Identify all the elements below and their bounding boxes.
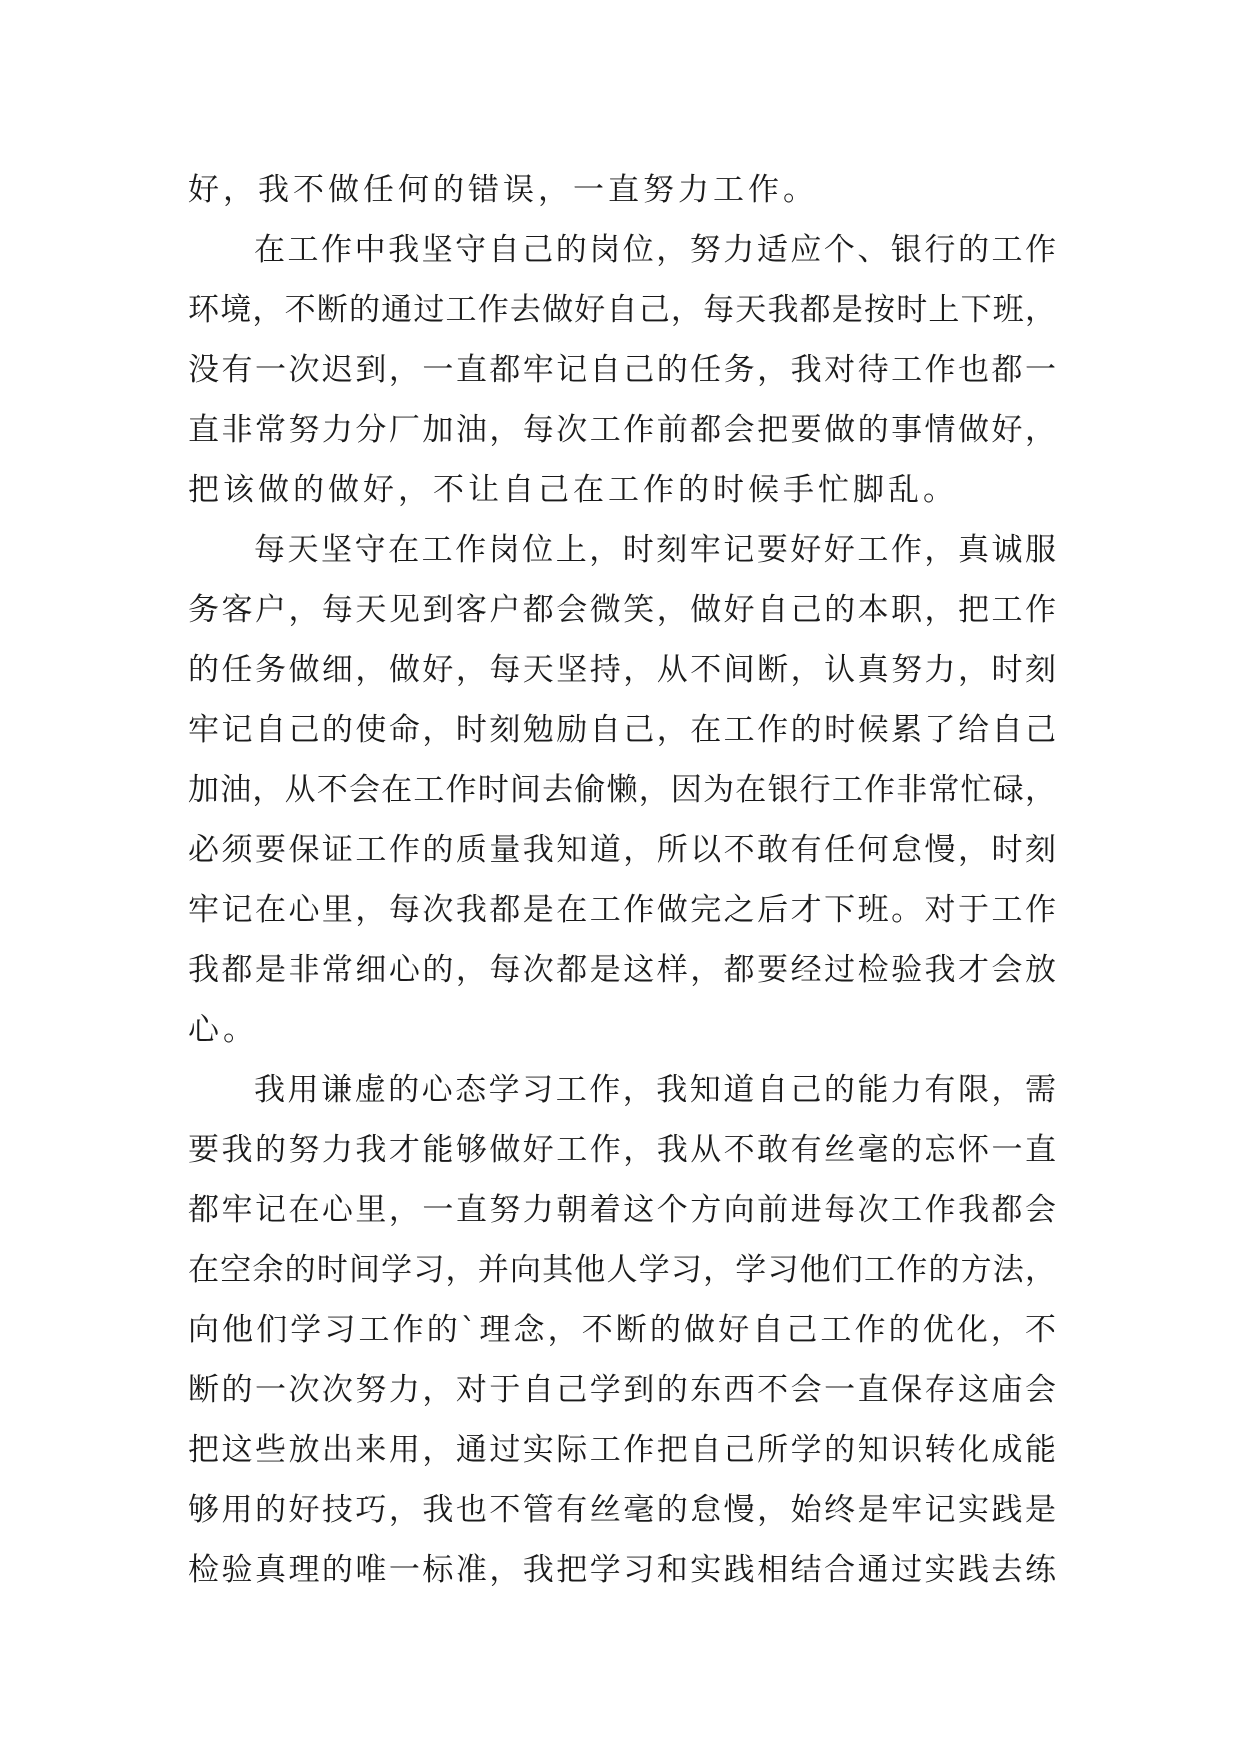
- text-line: 的任务做细，做好，每天坚持，从不间断，认真努力，时刻: [188, 652, 1056, 688]
- text-line: 断的一次次努力，对于自己学到的东西不会一直保存这庙会: [188, 1372, 1056, 1408]
- text-line: 环境，不断的通过工作去做好自己，每天我都是按时上下班，: [188, 292, 1056, 328]
- text-line: 加油，从不会在工作时间去偷懒，因为在银行工作非常忙碌，: [188, 772, 1056, 808]
- text-line: 把这些放出来用，通过实际工作把自己所学的知识转化成能: [188, 1432, 1056, 1468]
- text-line: 我用谦虚的心态学习工作，我知道自己的能力有限，需: [254, 1072, 1056, 1108]
- text-line: 必须要保证工作的质量我知道，所以不敢有任何怠慢，时刻: [188, 832, 1056, 868]
- text-line: 每天坚守在工作岗位上，时刻牢记要好好工作，真诚服: [254, 532, 1056, 568]
- text-line: 都牢记在心里，一直努力朝着这个方向前进每次工作我都会: [188, 1192, 1056, 1228]
- text-line: 要我的努力我才能够做好工作，我从不敢有丝毫的忘怀一直: [188, 1132, 1056, 1168]
- text-line: 检验真理的唯一标准，我把学习和实践相结合通过实践去练: [188, 1552, 1056, 1588]
- text-line: 直非常努力分厂加油，每次工作前都会把要做的事情做好，: [188, 412, 1056, 448]
- text-line: 牢记在心里，每次我都是在工作做完之后才下班。对于工作: [188, 892, 1056, 928]
- text-line: 好，我不做任何的错误，一直努力工作。: [188, 172, 818, 208]
- text-line: 务客户，每天见到客户都会微笑，做好自己的本职，把工作: [188, 592, 1056, 628]
- text-line: 在空余的时间学习，并向其他人学习，学习他们工作的方法，: [188, 1252, 1056, 1288]
- text-line: 心。: [188, 1012, 258, 1048]
- text-line: 把该做的做好，不让自己在工作的时候手忙脚乱。: [188, 472, 958, 508]
- text-line: 在工作中我坚守自己的岗位，努力适应个、银行的工作: [254, 232, 1056, 268]
- text-line: 够用的好技巧，我也不管有丝毫的怠慢，始终是牢记实践是: [188, 1492, 1056, 1528]
- document-body: [188, 160, 1056, 1600]
- text-line: 我都是非常细心的，每次都是这样，都要经过检验我才会放: [188, 952, 1056, 988]
- text-line: 牢记自己的使命，时刻勉励自己，在工作的时候累了给自己: [188, 712, 1056, 748]
- text-line: 向他们学习工作的`理念，不断的做好自己工作的优化，不: [188, 1312, 1056, 1348]
- text-line: 没有一次迟到，一直都牢记自己的任务，我对待工作也都一: [188, 352, 1056, 388]
